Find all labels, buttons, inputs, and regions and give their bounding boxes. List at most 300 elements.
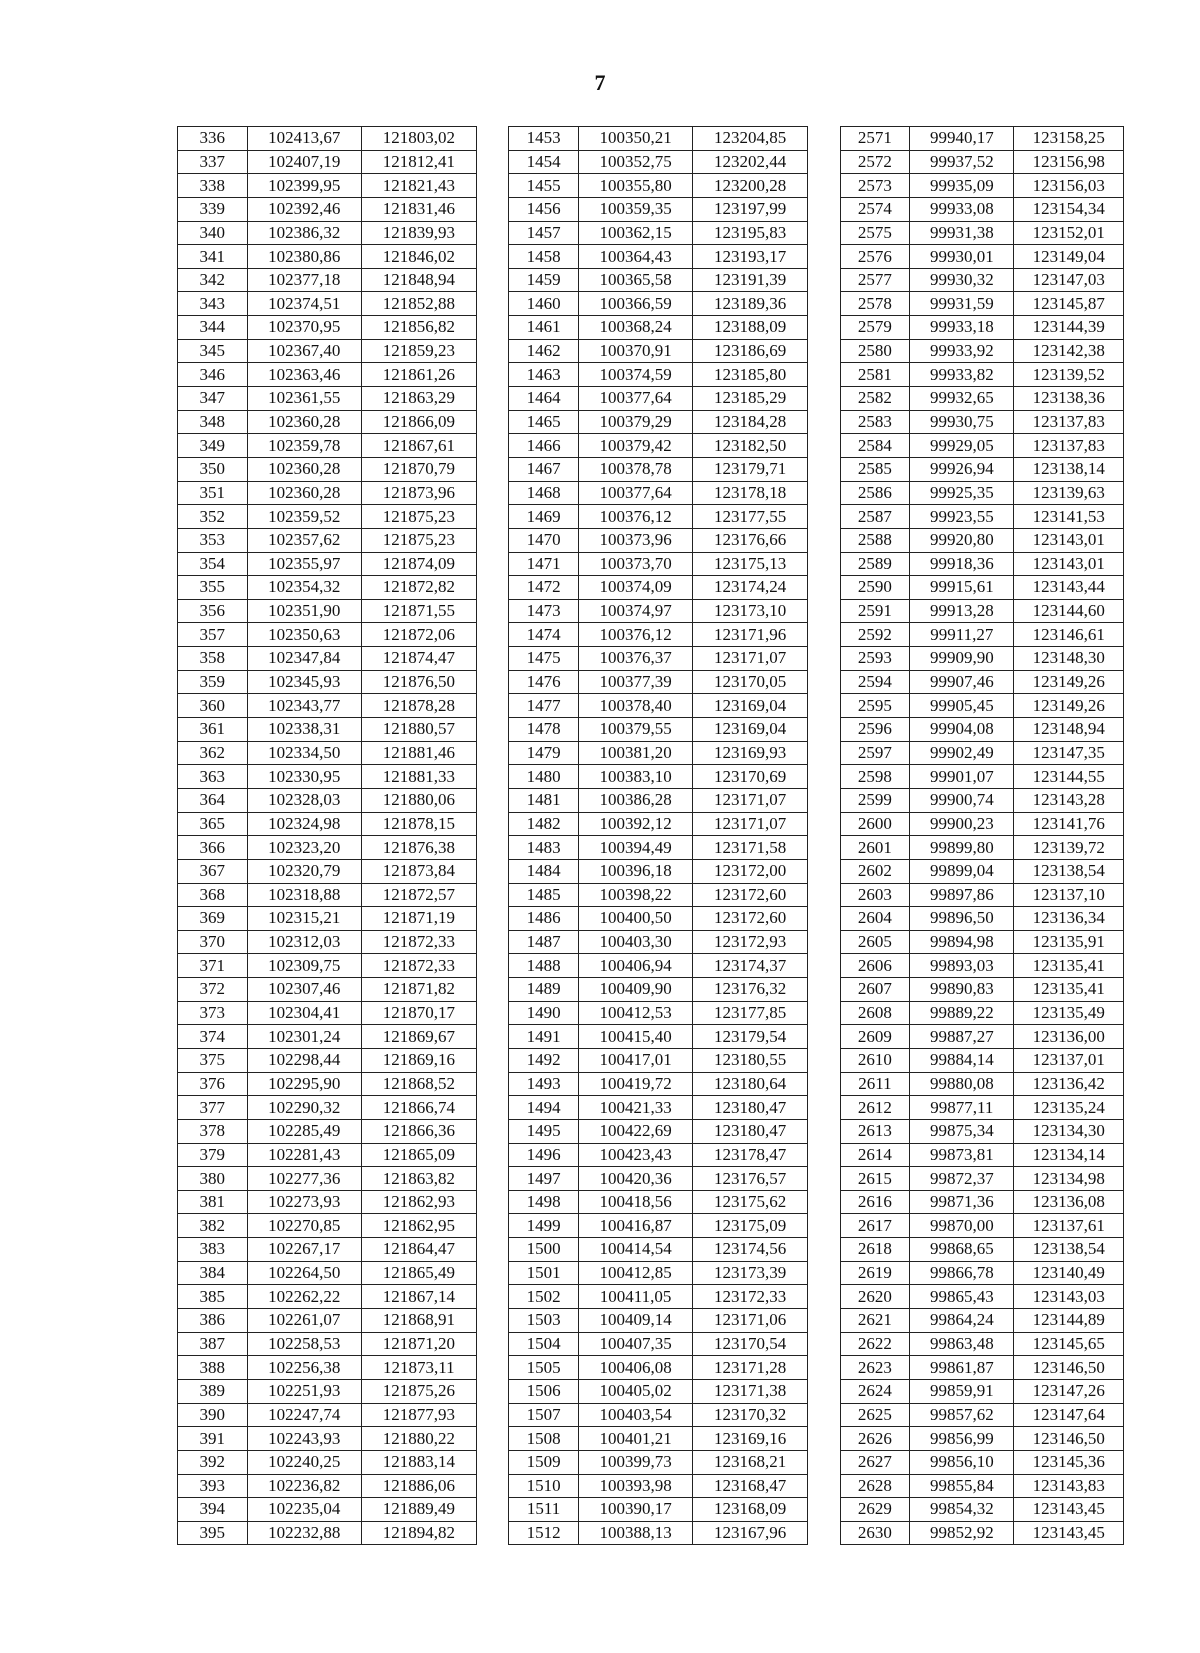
x-coordinate-cell: 100399,73 <box>578 1450 693 1474</box>
column-gap <box>476 647 509 671</box>
x-coordinate-cell: 100359,35 <box>578 197 693 221</box>
column-gap <box>476 788 509 812</box>
x-coordinate-cell: 100409,14 <box>578 1309 693 1333</box>
x-coordinate-cell: 102277,36 <box>247 1167 362 1191</box>
y-coordinate-cell: 121878,28 <box>362 694 477 718</box>
table-row <box>178 1167 1124 1191</box>
point-number-cell: 2582 <box>840 387 910 411</box>
point-number-cell: 2623 <box>840 1356 910 1380</box>
x-coordinate-cell: 102338,31 <box>247 718 362 742</box>
y-coordinate-cell: 121856,82 <box>362 316 477 340</box>
x-coordinate-cell: 100386,28 <box>578 788 693 812</box>
x-coordinate-cell: 100406,94 <box>578 954 693 978</box>
x-coordinate-cell: 99861,87 <box>910 1356 1014 1380</box>
y-coordinate-cell: 121865,09 <box>362 1143 477 1167</box>
y-coordinate-cell: 123135,41 <box>1014 954 1124 978</box>
column-gap <box>476 599 509 623</box>
y-coordinate-cell: 123189,36 <box>693 292 808 316</box>
y-coordinate-cell: 121866,36 <box>362 1119 477 1143</box>
point-number-cell: 1458 <box>509 245 579 269</box>
y-coordinate-cell: 123174,24 <box>693 576 808 600</box>
y-coordinate-cell: 123149,26 <box>1014 694 1124 718</box>
point-number-cell: 370 <box>178 930 248 954</box>
point-number-cell: 2574 <box>840 197 910 221</box>
page-number: 7 <box>594 70 606 95</box>
y-coordinate-cell: 121863,82 <box>362 1167 477 1191</box>
column-gap <box>476 1261 509 1285</box>
y-coordinate-cell: 123143,03 <box>1014 1285 1124 1309</box>
table-row <box>178 647 1124 671</box>
y-coordinate-cell: 123179,71 <box>693 457 808 481</box>
x-coordinate-cell: 100355,80 <box>578 174 693 198</box>
table-row <box>178 1285 1124 1309</box>
point-number-cell: 377 <box>178 1096 248 1120</box>
column-gap <box>807 1474 840 1498</box>
table-row <box>178 221 1124 245</box>
column-gap <box>807 788 840 812</box>
y-coordinate-cell: 123135,41 <box>1014 978 1124 1002</box>
point-number-cell: 1493 <box>509 1072 579 1096</box>
point-number-cell: 352 <box>178 505 248 529</box>
point-number-cell: 389 <box>178 1379 248 1403</box>
table-row <box>178 1474 1124 1498</box>
column-gap <box>807 552 840 576</box>
x-coordinate-cell: 102334,50 <box>247 741 362 765</box>
column-gap <box>476 245 509 269</box>
x-coordinate-cell: 100406,08 <box>578 1356 693 1380</box>
column-gap <box>476 718 509 742</box>
point-number-cell: 1499 <box>509 1214 579 1238</box>
table-row <box>178 1332 1124 1356</box>
y-coordinate-cell: 123171,07 <box>693 647 808 671</box>
y-coordinate-cell: 123137,10 <box>1014 883 1124 907</box>
point-number-cell: 340 <box>178 221 248 245</box>
point-number-cell: 1506 <box>509 1379 579 1403</box>
y-coordinate-cell: 123143,45 <box>1014 1521 1124 1545</box>
y-coordinate-cell: 123175,13 <box>693 552 808 576</box>
column-gap <box>807 363 840 387</box>
point-number-cell: 342 <box>178 268 248 292</box>
point-number-cell: 337 <box>178 150 248 174</box>
column-gap <box>807 316 840 340</box>
point-number-cell: 2613 <box>840 1119 910 1143</box>
point-number-cell: 1457 <box>509 221 579 245</box>
y-coordinate-cell: 123177,85 <box>693 1001 808 1025</box>
y-coordinate-cell: 123168,09 <box>693 1498 808 1522</box>
point-number-cell: 1510 <box>509 1474 579 1498</box>
y-coordinate-cell: 123142,38 <box>1014 339 1124 363</box>
x-coordinate-cell: 100378,78 <box>578 457 693 481</box>
x-coordinate-cell: 100376,12 <box>578 623 693 647</box>
x-coordinate-cell: 99887,27 <box>910 1025 1014 1049</box>
coordinates-table <box>177 126 1124 1545</box>
point-number-cell: 1492 <box>509 1048 579 1072</box>
column-gap <box>807 741 840 765</box>
point-number-cell: 390 <box>178 1403 248 1427</box>
y-coordinate-cell: 121812,41 <box>362 150 477 174</box>
point-number-cell: 350 <box>178 457 248 481</box>
y-coordinate-cell: 123144,89 <box>1014 1309 1124 1333</box>
point-number-cell: 378 <box>178 1119 248 1143</box>
column-gap <box>476 316 509 340</box>
x-coordinate-cell: 99894,98 <box>910 930 1014 954</box>
point-number-cell: 2606 <box>840 954 910 978</box>
point-number-cell: 1487 <box>509 930 579 954</box>
y-coordinate-cell: 123137,83 <box>1014 434 1124 458</box>
column-gap <box>807 647 840 671</box>
point-number-cell: 369 <box>178 907 248 931</box>
column-gap <box>476 292 509 316</box>
y-coordinate-cell: 123152,01 <box>1014 221 1124 245</box>
column-gap <box>807 481 840 505</box>
table-row <box>178 788 1124 812</box>
point-number-cell: 2589 <box>840 552 910 576</box>
x-coordinate-cell: 99905,45 <box>910 694 1014 718</box>
table-row <box>178 930 1124 954</box>
x-coordinate-cell: 102304,41 <box>247 1001 362 1025</box>
column-gap <box>807 576 840 600</box>
column-gap <box>807 836 840 860</box>
y-coordinate-cell: 121874,09 <box>362 552 477 576</box>
y-coordinate-cell: 123137,83 <box>1014 410 1124 434</box>
x-coordinate-cell: 102285,49 <box>247 1119 362 1143</box>
column-gap <box>807 1048 840 1072</box>
y-coordinate-cell: 123172,33 <box>693 1285 808 1309</box>
x-coordinate-cell: 100377,39 <box>578 670 693 694</box>
y-coordinate-cell: 123136,00 <box>1014 1025 1124 1049</box>
point-number-cell: 1472 <box>509 576 579 600</box>
point-number-cell: 2629 <box>840 1498 910 1522</box>
x-coordinate-cell: 99877,11 <box>910 1096 1014 1120</box>
x-coordinate-cell: 99933,08 <box>910 197 1014 221</box>
y-coordinate-cell: 123135,24 <box>1014 1096 1124 1120</box>
y-coordinate-cell: 123176,66 <box>693 528 808 552</box>
column-gap <box>807 1119 840 1143</box>
y-coordinate-cell: 123191,39 <box>693 268 808 292</box>
column-gap <box>476 765 509 789</box>
point-number-cell: 1512 <box>509 1521 579 1545</box>
point-number-cell: 2624 <box>840 1379 910 1403</box>
x-coordinate-cell: 100401,21 <box>578 1427 693 1451</box>
table-row <box>178 599 1124 623</box>
table-row <box>178 505 1124 529</box>
point-number-cell: 338 <box>178 174 248 198</box>
column-gap <box>807 1025 840 1049</box>
column-gap <box>476 1190 509 1214</box>
y-coordinate-cell: 123143,83 <box>1014 1474 1124 1498</box>
point-number-cell: 2572 <box>840 150 910 174</box>
y-coordinate-cell: 123184,28 <box>693 410 808 434</box>
y-coordinate-cell: 121870,79 <box>362 457 477 481</box>
x-coordinate-cell: 99870,00 <box>910 1214 1014 1238</box>
y-coordinate-cell: 121878,15 <box>362 812 477 836</box>
x-coordinate-cell: 102309,75 <box>247 954 362 978</box>
x-coordinate-cell: 99933,82 <box>910 363 1014 387</box>
x-coordinate-cell: 102312,03 <box>247 930 362 954</box>
point-number-cell: 1488 <box>509 954 579 978</box>
point-number-cell: 343 <box>178 292 248 316</box>
y-coordinate-cell: 121881,46 <box>362 741 477 765</box>
y-coordinate-cell: 121862,93 <box>362 1190 477 1214</box>
column-gap <box>476 457 509 481</box>
x-coordinate-cell: 102413,67 <box>247 127 362 151</box>
point-number-cell: 2625 <box>840 1403 910 1427</box>
y-coordinate-cell: 121872,33 <box>362 930 477 954</box>
table-row <box>178 1025 1124 1049</box>
point-number-cell: 2598 <box>840 765 910 789</box>
y-coordinate-cell: 121876,38 <box>362 836 477 860</box>
x-coordinate-cell: 102307,46 <box>247 978 362 1002</box>
y-coordinate-cell: 121868,91 <box>362 1309 477 1333</box>
point-number-cell: 1466 <box>509 434 579 458</box>
x-coordinate-cell: 102380,86 <box>247 245 362 269</box>
y-coordinate-cell: 121894,82 <box>362 1521 477 1545</box>
point-number-cell: 363 <box>178 765 248 789</box>
y-coordinate-cell: 123135,91 <box>1014 930 1124 954</box>
table-row <box>178 174 1124 198</box>
y-coordinate-cell: 123169,16 <box>693 1427 808 1451</box>
x-coordinate-cell: 100377,64 <box>578 387 693 411</box>
x-coordinate-cell: 100392,12 <box>578 812 693 836</box>
column-gap <box>807 268 840 292</box>
y-coordinate-cell: 123169,04 <box>693 694 808 718</box>
point-number-cell: 1471 <box>509 552 579 576</box>
x-coordinate-cell: 102350,63 <box>247 623 362 647</box>
point-number-cell: 2618 <box>840 1238 910 1262</box>
table-row <box>178 457 1124 481</box>
x-coordinate-cell: 100374,09 <box>578 576 693 600</box>
point-number-cell: 1495 <box>509 1119 579 1143</box>
point-number-cell: 2571 <box>840 127 910 151</box>
column-gap <box>807 1450 840 1474</box>
y-coordinate-cell: 123174,37 <box>693 954 808 978</box>
x-coordinate-cell: 99920,80 <box>910 528 1014 552</box>
x-coordinate-cell: 100403,30 <box>578 930 693 954</box>
x-coordinate-cell: 102359,78 <box>247 434 362 458</box>
x-coordinate-cell: 100374,97 <box>578 599 693 623</box>
y-coordinate-cell: 121872,82 <box>362 576 477 600</box>
column-gap <box>807 812 840 836</box>
column-gap <box>476 1521 509 1545</box>
point-number-cell: 1500 <box>509 1238 579 1262</box>
point-number-cell: 1502 <box>509 1285 579 1309</box>
point-number-cell: 387 <box>178 1332 248 1356</box>
y-coordinate-cell: 123186,69 <box>693 339 808 363</box>
x-coordinate-cell: 99933,18 <box>910 316 1014 340</box>
point-number-cell: 1511 <box>509 1498 579 1522</box>
y-coordinate-cell: 123170,54 <box>693 1332 808 1356</box>
point-number-cell: 2581 <box>840 363 910 387</box>
point-number-cell: 2587 <box>840 505 910 529</box>
y-coordinate-cell: 121872,06 <box>362 623 477 647</box>
point-number-cell: 2575 <box>840 221 910 245</box>
x-coordinate-cell: 102264,50 <box>247 1261 362 1285</box>
x-coordinate-cell: 100378,40 <box>578 694 693 718</box>
point-number-cell: 1478 <box>509 718 579 742</box>
point-number-cell: 1479 <box>509 741 579 765</box>
y-coordinate-cell: 121861,26 <box>362 363 477 387</box>
y-coordinate-cell: 123139,72 <box>1014 836 1124 860</box>
x-coordinate-cell: 99899,04 <box>910 859 1014 883</box>
point-number-cell: 1505 <box>509 1356 579 1380</box>
point-number-cell: 336 <box>178 127 248 151</box>
point-number-cell: 1498 <box>509 1190 579 1214</box>
y-coordinate-cell: 123138,36 <box>1014 387 1124 411</box>
point-number-cell: 361 <box>178 718 248 742</box>
point-number-cell: 351 <box>178 481 248 505</box>
column-gap <box>476 174 509 198</box>
column-gap <box>807 339 840 363</box>
column-gap <box>807 1261 840 1285</box>
point-number-cell: 1462 <box>509 339 579 363</box>
x-coordinate-cell: 102386,32 <box>247 221 362 245</box>
point-number-cell: 2601 <box>840 836 910 860</box>
column-gap <box>807 457 840 481</box>
column-gap <box>476 434 509 458</box>
column-gap <box>476 1474 509 1498</box>
point-number-cell: 2592 <box>840 623 910 647</box>
column-gap <box>807 765 840 789</box>
y-coordinate-cell: 123171,07 <box>693 788 808 812</box>
x-coordinate-cell: 102318,88 <box>247 883 362 907</box>
table-row <box>178 1072 1124 1096</box>
column-gap <box>476 576 509 600</box>
column-gap <box>807 954 840 978</box>
y-coordinate-cell: 121875,26 <box>362 1379 477 1403</box>
point-number-cell: 2585 <box>840 457 910 481</box>
y-coordinate-cell: 123149,04 <box>1014 245 1124 269</box>
column-gap <box>807 174 840 198</box>
point-number-cell: 1456 <box>509 197 579 221</box>
point-number-cell: 345 <box>178 339 248 363</box>
point-number-cell: 2615 <box>840 1167 910 1191</box>
point-number-cell: 1496 <box>509 1143 579 1167</box>
y-coordinate-cell: 121871,19 <box>362 907 477 931</box>
y-coordinate-cell: 123178,18 <box>693 481 808 505</box>
column-gap <box>807 387 840 411</box>
x-coordinate-cell: 102367,40 <box>247 339 362 363</box>
y-coordinate-cell: 123168,21 <box>693 1450 808 1474</box>
y-coordinate-cell: 123138,14 <box>1014 457 1124 481</box>
point-number-cell: 2609 <box>840 1025 910 1049</box>
y-coordinate-cell: 121865,49 <box>362 1261 477 1285</box>
x-coordinate-cell: 102256,38 <box>247 1356 362 1380</box>
y-coordinate-cell: 121874,47 <box>362 647 477 671</box>
point-number-cell: 1476 <box>509 670 579 694</box>
column-gap <box>807 599 840 623</box>
x-coordinate-cell: 102298,44 <box>247 1048 362 1072</box>
point-number-cell: 2602 <box>840 859 910 883</box>
y-coordinate-cell: 123145,87 <box>1014 292 1124 316</box>
column-gap <box>807 930 840 954</box>
y-coordinate-cell: 123147,35 <box>1014 741 1124 765</box>
x-coordinate-cell: 100400,50 <box>578 907 693 931</box>
y-coordinate-cell: 123167,96 <box>693 1521 808 1545</box>
y-coordinate-cell: 123145,36 <box>1014 1450 1124 1474</box>
x-coordinate-cell: 99880,08 <box>910 1072 1014 1096</box>
point-number-cell: 1463 <box>509 363 579 387</box>
y-coordinate-cell: 121873,11 <box>362 1356 477 1380</box>
x-coordinate-cell: 102328,03 <box>247 788 362 812</box>
column-gap <box>476 127 509 151</box>
x-coordinate-cell: 99890,83 <box>910 978 1014 1002</box>
point-number-cell: 393 <box>178 1474 248 1498</box>
table-row <box>178 1143 1124 1167</box>
point-number-cell: 2617 <box>840 1214 910 1238</box>
column-gap <box>476 1025 509 1049</box>
y-coordinate-cell: 121873,84 <box>362 859 477 883</box>
y-coordinate-cell: 123175,62 <box>693 1190 808 1214</box>
table-row <box>178 1214 1124 1238</box>
x-coordinate-cell: 99902,49 <box>910 741 1014 765</box>
y-coordinate-cell: 123202,44 <box>693 150 808 174</box>
x-coordinate-cell: 102357,62 <box>247 528 362 552</box>
x-coordinate-cell: 102361,55 <box>247 387 362 411</box>
point-number-cell: 1455 <box>509 174 579 198</box>
point-number-cell: 381 <box>178 1190 248 1214</box>
x-coordinate-cell: 102392,46 <box>247 197 362 221</box>
y-coordinate-cell: 123200,28 <box>693 174 808 198</box>
table-row <box>178 907 1124 931</box>
x-coordinate-cell: 99930,32 <box>910 268 1014 292</box>
x-coordinate-cell: 100416,87 <box>578 1214 693 1238</box>
point-number-cell: 354 <box>178 552 248 576</box>
point-number-cell: 2579 <box>840 316 910 340</box>
column-gap <box>807 434 840 458</box>
point-number-cell: 347 <box>178 387 248 411</box>
x-coordinate-cell: 102355,97 <box>247 552 362 576</box>
table-row <box>178 765 1124 789</box>
x-coordinate-cell: 99852,92 <box>910 1521 1014 1545</box>
y-coordinate-cell: 123171,58 <box>693 836 808 860</box>
x-coordinate-cell: 100390,17 <box>578 1498 693 1522</box>
x-coordinate-cell: 102290,32 <box>247 1096 362 1120</box>
x-coordinate-cell: 102360,28 <box>247 481 362 505</box>
x-coordinate-cell: 102235,04 <box>247 1498 362 1522</box>
x-coordinate-cell: 99884,14 <box>910 1048 1014 1072</box>
y-coordinate-cell: 123141,53 <box>1014 505 1124 529</box>
y-coordinate-cell: 123171,06 <box>693 1309 808 1333</box>
column-gap <box>476 221 509 245</box>
y-coordinate-cell: 123144,55 <box>1014 765 1124 789</box>
column-gap <box>807 1167 840 1191</box>
y-coordinate-cell: 123197,99 <box>693 197 808 221</box>
y-coordinate-cell: 123136,08 <box>1014 1190 1124 1214</box>
x-coordinate-cell: 102281,43 <box>247 1143 362 1167</box>
column-gap <box>476 1379 509 1403</box>
point-number-cell: 2622 <box>840 1332 910 1356</box>
table-row <box>178 694 1124 718</box>
point-number-cell: 339 <box>178 197 248 221</box>
column-gap <box>807 623 840 647</box>
column-gap <box>807 670 840 694</box>
point-number-cell: 2608 <box>840 1001 910 1025</box>
x-coordinate-cell: 99866,78 <box>910 1261 1014 1285</box>
x-coordinate-cell: 100352,75 <box>578 150 693 174</box>
point-number-cell: 376 <box>178 1072 248 1096</box>
point-number-cell: 356 <box>178 599 248 623</box>
point-number-cell: 384 <box>178 1261 248 1285</box>
point-number-cell: 2616 <box>840 1190 910 1214</box>
point-number-cell: 386 <box>178 1309 248 1333</box>
point-number-cell: 360 <box>178 694 248 718</box>
column-gap <box>476 836 509 860</box>
point-number-cell: 2583 <box>840 410 910 434</box>
x-coordinate-cell: 99897,86 <box>910 883 1014 907</box>
y-coordinate-cell: 123168,47 <box>693 1474 808 1498</box>
x-coordinate-cell: 99930,01 <box>910 245 1014 269</box>
x-coordinate-cell: 100373,70 <box>578 552 693 576</box>
